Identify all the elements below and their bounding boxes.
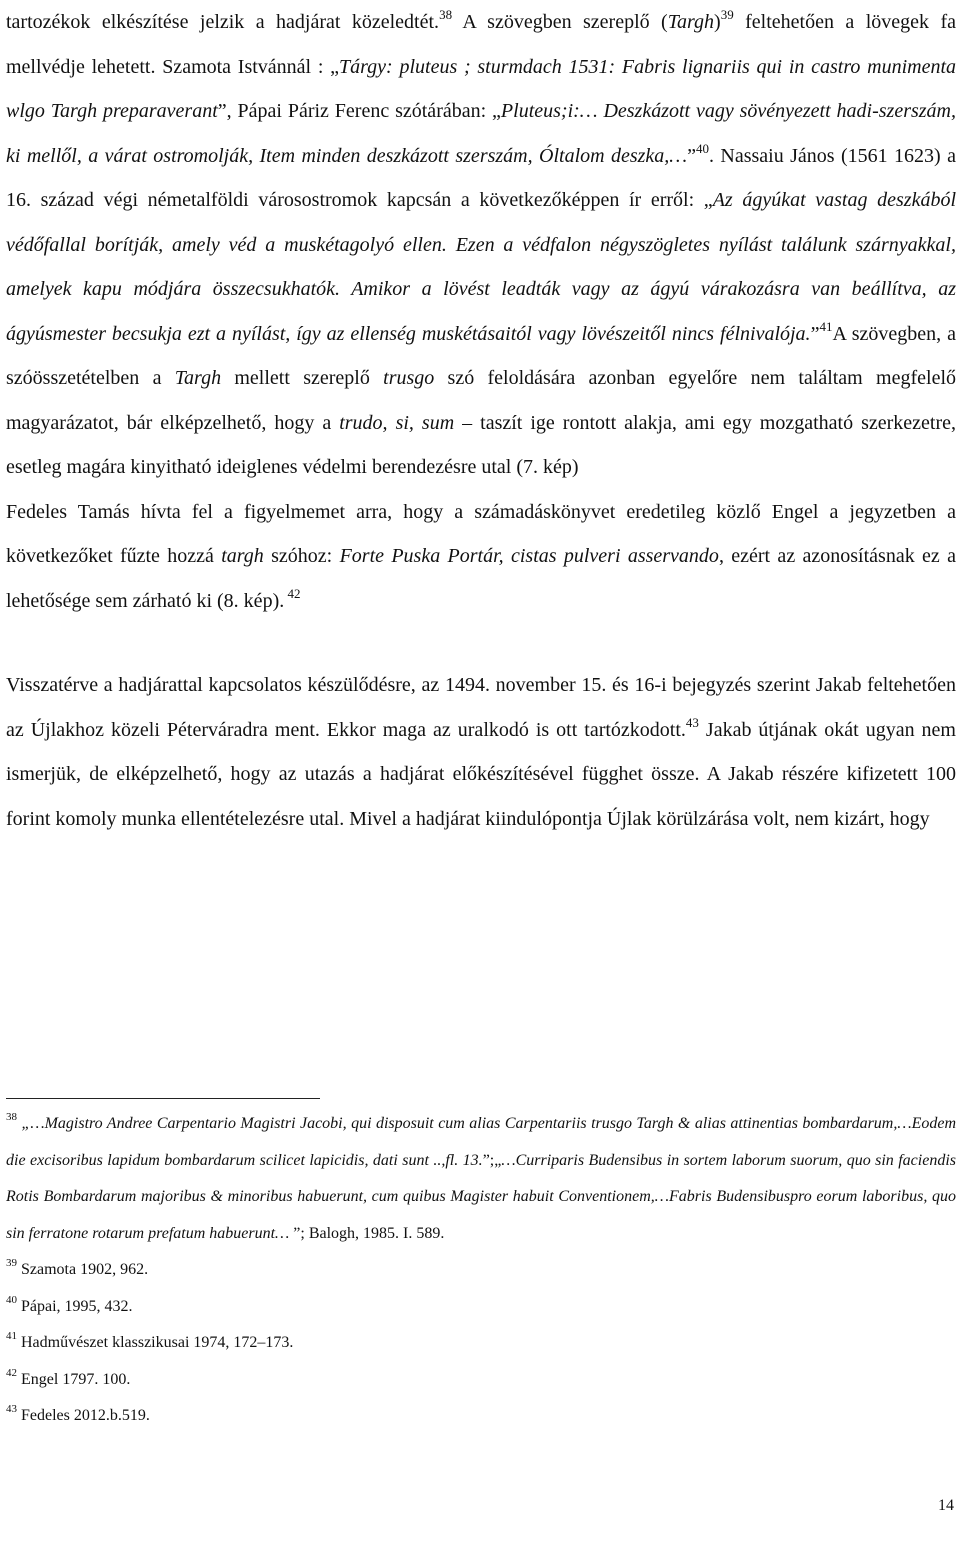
- footnote-43: $^{43}$ Fedeles 2012.b.519.: [6, 1403, 150, 1424]
- footnote-ref-43[interactable]: 43: [685, 714, 699, 730]
- footnote-40: $^{40}$ Pápai, 1995, 432.: [6, 1293, 133, 1315]
- footnote-ref-38[interactable]: 38: [439, 7, 453, 22]
- footnote-39: $^{39}$ Szamota 1902, 962.: [6, 1257, 149, 1278]
- paragraph-2: Fedeles Tamás hívta fel a figyelmemet arra, hogy a számadáskönyvet eredetileg közlő Engel a jegyzetben a következőket fűzte hozzá targh szóhoz: Forte Puska Portár, cistas pulveri asservando, ezért az azonosításnak ez a lehetősége sem zárható ki (8. kép). $^{42}$: [6, 500, 956, 612]
- paragraph-1: tartozékok elkészítése jelzik a hadjárat közeledtét.$^{38}$ A szövegben szereplő (Targh)$^{39}$ feltehetően a lövegek fa mellvédje lehetett. Szamota Istvánnál : „Tárgy: pluteus ; sturmdach 1531: Fabris lignariis qui in castro munimenta wlgo Targh preparaverant”, Pápai Páriz Ferenc szótárában: „Pluteus;i:… Deszkázott vagy sövényezett hadi-szerszám, ki mellől, a várat ostromolják, Item minden deszkázott szerszám, Óltalom deszka,…”$^{40}$. Nassaiu János (1561 1623) a 16. század végi németalföldi városostromok kapcsán a következőképpen ír erről: „Az ágyúkat vastag deszkából védőfallal borítják, amely véd a muskétagolyó ellen. Ezen a védfalon négyszögletes nyílást találunk szárnyakkal, amelyek kapu módjára összecsukhatók. Amikor a lövést leadták vagy az ágyú várakozásra van beállítva, az ágyúsmester becsukja ezt a nyílást, így az ellenség muskétásaitól vagy lövészeitől nincs félnivalója.”$^{41}$A szövegben, a szóösszetételben a Targh mellett szereplő trusgo szó feloldására azonban egyelőre nem találtam megfelelő magyarázatot, bár elképzelhető, hogy a trudo, si, sum – taszít ige rontott alakja, ami egy mozgatható szerkezetre, esetleg magára kinyitható ideiglenes védelmi berendezésre utal (7. kép): [6, 7, 957, 478]
- footnote-41: $^{41}$ Hadművészet klasszikusai 1974, 172–173.: [6, 1330, 294, 1351]
- footnote-ref-41[interactable]: 41: [819, 318, 833, 334]
- paragraph-spacer: [6, 623, 956, 663]
- footnote-38: $^{38}$ „…Magistro Andree Carpentario Magistri Jacobi, qui disposuit cum alias Carpentariis trusgo Targh & alias attinentias bombardarum,…Eodem die excisoribus lapidum bombardarum scilicet lapicidis, dati sunt ..,fl. 13.”;„…Curriparis Budensibus in sortem laborum suorum, quo sin faciendis Rotis Bombardarum majoribus & minoribus habuerunt, cum quibus Magister habuit Conventionem,…Fabris Budensibuspro eorum laboribus, quo sin ferratone rotarum prefatum habuerunt… ”; Balogh, 1985. I. 589.: [6, 1111, 957, 1242]
- footnotes: [6, 1106, 956, 1435]
- footnote-ref-39[interactable]: 39: [720, 7, 734, 22]
- body-text: [6, 0, 956, 841]
- footnote-42: $^{42}$ Engel 1797. 100.: [6, 1366, 131, 1388]
- footnote-separator: [6, 1098, 320, 1099]
- page-number: 14: [938, 1497, 954, 1514]
- footnote-ref-42[interactable]: 42: [284, 585, 301, 601]
- paragraph-3: Visszatérve a hadjárattal kapcsolatos készülődésre, az 1494. november 15. és 16-i bejegyzés szerint Jakab feltehetően az Újlakhoz közeli Péterváradra ment. Ekkor maga az uralkodó is ott tartózkodott.$^{43}$ Jakab útjának okát ugyan nem ismerjük, de elképzelhető, hogy az utazás a hadjárat előkészítésével függhet össze. A Jakab részére kifizetett 100 forint komoly munka ellentételezésre utal. Mivel a hadjárat kiindulópontja Újlak körülzárása volt, nem kizárt, hogy: [6, 674, 956, 830]
- footnote-ref-40[interactable]: 40: [695, 140, 709, 156]
